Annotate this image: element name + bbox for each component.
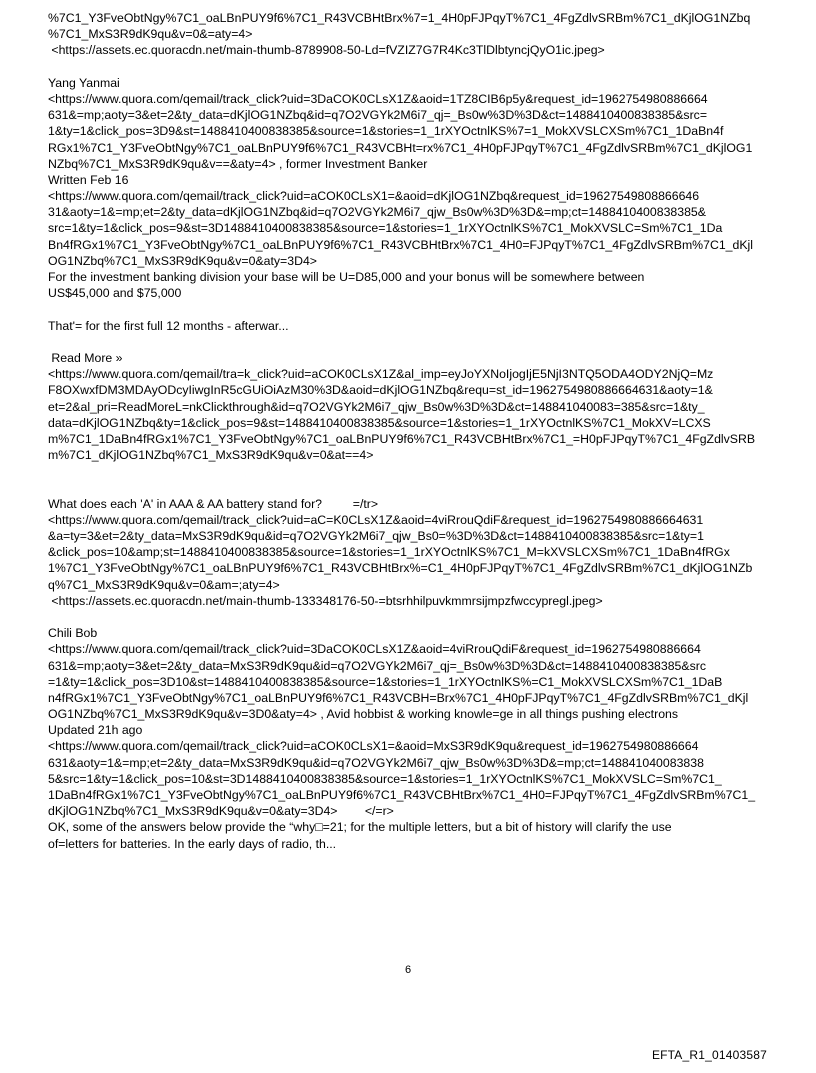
text-line: &a=ty=3&et=2&ty_data=MxS3R9dK9qu&id=q7O2VGYk2M6i7_qjw_Bs0=%3D%3D&ct=1488410400838385&src=1&ty=1 xyxy=(48,529,704,543)
text-line: <https://www.quora.com/qemail/track_click?uid=3DaCOK0CLsX1Z&aoid=4viRrouQdiF&request_id=1962754980886664 xyxy=(48,642,701,657)
email-text-block xyxy=(48,625,774,852)
document-page xyxy=(48,10,774,852)
text-line: 5&src=1&ty=1&click_pos=10&st=3D1488410400838385&source=1&stories=1_1rXYOctnlKS%7C1_MokXVSLC=Sm%7C1_ xyxy=(48,771,722,786)
text-line: q%7C1_MxS3R9dK9qu&v=0&am=;aty=4> xyxy=(48,577,280,592)
text-line: <https://www.quora.com/qemail/track_click?uid=aC=K0CLsX1Z&aoid=4viRrouQdiF&request_id=1962754980886664631 xyxy=(48,512,704,527)
text-line: m%7C1_1DaBn4fRGx1%7C1_Y3FveObtNgy%7C1_oaLBnPUY9f6%7C1_R43VCBHtBrx%7C1_=H0pFJPqyT%7C1_4FgZdlvSRB xyxy=(48,431,756,446)
page-number: 6 xyxy=(404,964,412,976)
text-line: n4fRGx1%7C1_Y3FveObtNgy%7C1_oaLBnPUY9f6%7C1_R43VCBH=Brx%7C1_4H0pFJPqyT%7C1_4FgZdlvSRBm%7C1_dKjl xyxy=(48,690,749,705)
text-line: et=2&al_pri=ReadMoreL=nkClickthrough&id=q7O2VGYk2M6i7_qjw_Bs0w%3D%3D&ct=148841040083=385&src=1&ty_ xyxy=(48,399,705,414)
text-line: &click_pos=10&amp;st=1488410400838385&source=1&stories=1_1rXYOctnlKS%7C1_M=kXVSLCXSm%7C1_1DaBn4fRGx xyxy=(48,545,730,560)
text-line: <https://www.quora.com/qemail/track_click?uid=aCOK0CLsX1=&aoid=MxS3R9dK9qu&request_id=1962754980886664 xyxy=(48,739,699,754)
text-line: 631&=mp;aoty=3&et=2&ty_data=MxS3R9dK9qu&id=q7O2VGYk2M6i7_qj=_Bs0w%3D%3D&ct=1488410400838385&src xyxy=(48,658,706,673)
text-line: 1&ty=1&click_pos=3D9&st=1488410400838385&source=1&stories=1_1rXYOctnlKS%7=1_MokXVSLCXSm%7C1_1DaBn4f xyxy=(48,124,724,139)
text-line: <https://assets.ec.quoracdn.net/main-thumb-8789908-50-Ld=fVZIZ7G7R4Kc3TlDlbtyncjQyO1ic.jpeg> xyxy=(48,43,605,58)
text-line: Updated 21h ago xyxy=(48,723,143,738)
paragraph-spacer xyxy=(48,479,774,495)
paragraph-spacer xyxy=(48,609,774,625)
text-line: <https://www.quora.com/qemail/track_click?uid=aCOK0CLsX1=&aoid=dKjlOG1NZbq&request_id=19627549808866646 xyxy=(48,189,700,204)
text-line: 631&aoty=1&=mp;et=2&ty_data=MxS3R9dK9qu&id=q7O2VGYk2M6i7_qjw_Bs0w%3D%3D&=mp;ct=148841040083838 xyxy=(48,755,704,770)
text-line: dKjlOG1NZbq%7C1_MxS3R9dK9qu&v=0&aty=3D4> </=r> xyxy=(48,804,394,819)
email-text-block xyxy=(48,350,774,463)
text-line: F8OXwxfDM3MDAyODcyIiwgInR5cGUiOiAzM30%3D&aoid=dKjlOG1NZbq&requ=st_id=1962754980886664631&aoty=1& xyxy=(48,383,713,398)
document-id-stamp: EFTA_R1_01403587 xyxy=(651,1048,767,1062)
text-line: <https://assets.ec.quoracdn.net/main-thumb-133348176-50-=btsrhhilpuvkmmrsijmpzfwccypregl.jpeg> xyxy=(48,593,603,608)
text-line: OG1NZbq%7C1_MxS3R9dK9qu&v=3D0&aty=4> , Avid hobbist & working knowle=ge in all things pushing electrons xyxy=(48,707,679,722)
paragraph-spacer xyxy=(48,334,774,350)
text-line: Read More » xyxy=(48,350,123,365)
text-line: OG1NZbq%7C1_MxS3R9dK9qu&v=0&aty=3D4> xyxy=(48,253,317,268)
text-line: For the investment banking division your base will be U=D85,000 and your bonus will be somewhere between xyxy=(48,270,645,284)
text-line: 1DaBn4fRGx1%7C1_Y3FveObtNgy%7C1_oaLBnPUY9f6%7C1_R43VCBHtBrx%7C1_4H0=FJPqyT%7C1_4FgZdlvSRBm%7C1_ xyxy=(48,788,756,802)
email-text-block xyxy=(48,496,774,609)
text-line: <https://www.quora.com/qemail/track_click?uid=3DaCOK0CLsX1Z&aoid=1TZ8CIB6p5y&request_id=1962754980886664 xyxy=(48,91,708,106)
text-line: US$45,000 and $75,000 xyxy=(48,286,182,301)
text-line: =1&ty=1&click_pos=3D10&st=1488410400838385&source=1&stories=1_1rXYOctnlKS%=C1_MokXVSLCXSm%7C1_1DaB xyxy=(48,674,723,689)
text-line: %7C1_MxS3R9dK9qu&v=0&=aty=4> xyxy=(48,27,253,42)
text-line: <https://www.quora.com/qemail/tra=k_click?uid=aCOK0CLsX1Z&al_imp=eyJoYXNoIjogIjE5NjI3NTQ5ODA4ODY2NjQ=Mz xyxy=(48,367,714,382)
paragraph-spacer xyxy=(48,301,774,317)
paragraph-spacer xyxy=(48,463,774,479)
text-line: %7C1_Y3FveObtNgy%7C1_oaLBnPUY9f6%7C1_R43VCBHtBrx%7=1_4H0pFJPqyT%7C1_4FgZdlvSRBm%7C1_dKjlOG1NZbq xyxy=(48,11,751,25)
text-line: Chili Bob xyxy=(48,626,98,641)
text-line: NZbq%7C1_MxS3R9dK9qu&v==&aty=4> , former Investment Banker xyxy=(48,156,428,171)
text-line: Bn4fRGx1%7C1_Y3FveObtNgy%7C1_oaLBnPUY9f6%7C1_R43VCBHtBrx%7C1_4H0=FJPqyT%7C1_4FgZdlvSRBm%7C1_dKjl xyxy=(48,237,754,252)
text-line: 31&aoty=1&=mp;et=2&ty_data=dKjlOG1NZbq&id=q7O2VGYk2M6i7_qjw_Bs0w%3D%3D&=mp;ct=1488410400838385& xyxy=(48,205,706,220)
text-line: What does each 'A' in AAA & AA battery stand for? =/tr> xyxy=(48,496,379,511)
text-line: That'= for the first full 12 months - afterwar... xyxy=(48,318,289,333)
text-line: of=letters for batteries. In the early days of radio, th... xyxy=(48,836,337,851)
text-line: m%7C1_dKjlOG1NZbq%7C1_MxS3R9dK9qu&v=0&at==4> xyxy=(48,448,374,463)
text-line: 631&=mp;aoty=3&et=2&ty_data=dKjlOG1NZbq&id=q7O2VGYk2M6i7_qj=_Bs0w%3D%3D&ct=1488410400838385&src= xyxy=(48,108,708,123)
text-line: src=1&ty=1&click_pos=9&st=3D1488410400838385&source=1&stories=1_1rXYOctnlKS%7C1_MokXVSLC=Sm%7C1_1Da xyxy=(48,221,723,236)
text-line: Written Feb 16 xyxy=(48,172,129,187)
text-line: 1%7C1_Y3FveObtNgy%7C1_oaLBnPUY9f6%7C1_R43VCBHtBrx%=C1_4H0pFJPqyT%7C1_4FgZdlvSRBm%7C1_dKjlOG1NZb xyxy=(48,561,753,576)
text-line: Yang Yanmai xyxy=(48,75,120,90)
text-line: OK, some of the answers below provide the “why□=21; for the multiple letters, but a bit of history will clarify the use xyxy=(48,820,672,835)
email-text-block xyxy=(48,75,774,302)
text-line: RGx1%7C1_Y3FveObtNgy%7C1_oaLBnPUY9f6%7C1_R43VCBHt=rx%7C1_4H0pFJPqyT%7C1_4FgZdlvSRBm%7C1_dKjlOG1 xyxy=(48,140,753,155)
text-line: data=dKjlOG1NZbq&ty=1&click_pos=9&st=1488410400838385&source=1&stories=1_1rXYOctnlKS%7C1_MokXV=LCXS xyxy=(48,415,711,430)
email-text-block xyxy=(48,318,774,334)
paragraph-spacer xyxy=(48,59,774,75)
email-text-block xyxy=(48,10,774,59)
